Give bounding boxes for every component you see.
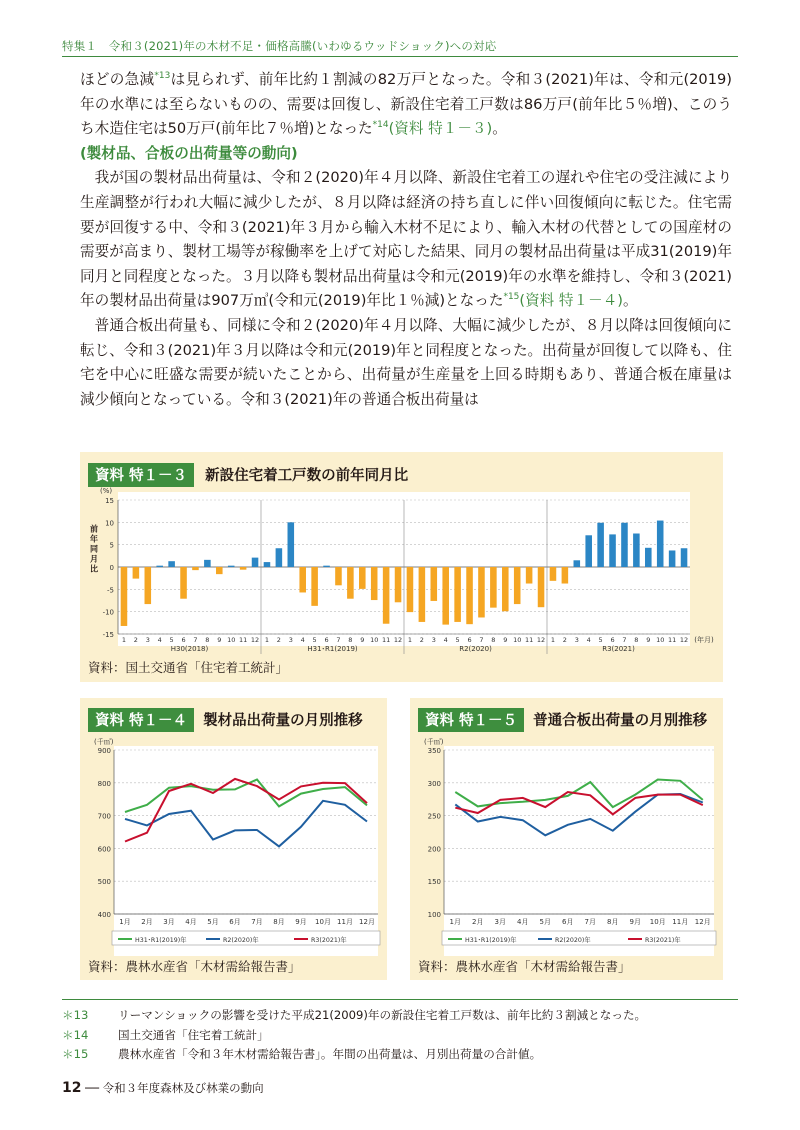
bar	[574, 560, 581, 567]
publication-title: 令和３年度森林及び林業の動向	[102, 1081, 264, 1095]
bar	[645, 548, 652, 567]
footnote-13	[62, 1006, 742, 1026]
x-tick-label: 10月	[315, 918, 331, 926]
legend-label: R2(2020)年	[223, 937, 259, 944]
running-header: 特集１ 令和３(2021)年の木材不足・価格高騰(いわゆるウッドショック)への対応	[62, 39, 497, 53]
p2-end: 。	[622, 292, 638, 310]
x-tick-label: 9	[646, 636, 651, 644]
x-tick-label: 12	[250, 636, 260, 644]
year-label: H31･R1(2019)	[307, 645, 358, 653]
x-tick-label: 5	[169, 636, 174, 644]
x-tick-label: 4	[300, 636, 305, 644]
y-tick-label: 10	[105, 519, 114, 528]
footnote-number: ＊13	[62, 1008, 89, 1022]
paragraph-1	[80, 68, 732, 142]
footnote-ref-14[interactable]: *14	[372, 120, 389, 131]
x-tick-label: 1月	[449, 918, 461, 926]
figure-panel-1-3	[80, 452, 723, 682]
x-tick-label: 2月	[472, 918, 484, 926]
body-text	[80, 68, 732, 412]
y-tick-label: 5	[109, 541, 114, 550]
footnote-rule	[62, 999, 738, 1000]
y-unit-label: (千㎥)	[424, 738, 444, 746]
x-tick-label: 9	[217, 636, 222, 644]
x-tick-label: 8月	[607, 918, 619, 926]
x-tick-label: 1	[407, 636, 413, 644]
y-tick-label: 400	[97, 911, 111, 919]
figure-title-text-1-3: 新設住宅着工戸数の前年同月比	[205, 468, 409, 484]
y-tick-label: 250	[427, 812, 441, 821]
figure-badge-1-3: 資料 特１－３	[88, 463, 194, 487]
x-tick-label: 2	[562, 636, 567, 644]
x-tick-label: 12月	[359, 918, 375, 926]
p1-end: 。	[492, 120, 507, 138]
figure-source-1-3: 資料：国土交通省「住宅着工統計」	[88, 660, 289, 675]
figure-source-1-4: 資料：農林水産省「木材需給報告書」	[88, 959, 301, 974]
series-line	[455, 794, 703, 835]
x-unit-label: (年月)	[694, 636, 714, 644]
bar	[657, 521, 664, 567]
x-tick-label: 6	[324, 636, 329, 644]
x-tick-label: 8月	[273, 918, 285, 926]
x-tick-label: 12月	[694, 918, 711, 926]
figure-badge-1-4: 資料 特１－４	[88, 708, 194, 732]
y-axis-label-char: 前	[90, 524, 98, 534]
bar	[407, 567, 414, 612]
bar	[264, 562, 271, 567]
y-tick-label: -5	[107, 586, 114, 595]
figure-badge-1-5: 資料 特１－５	[418, 708, 524, 732]
x-tick-label: 5月	[539, 918, 551, 926]
figure-ref-1-4[interactable]: (資料 特１－４)	[519, 292, 623, 310]
bar	[240, 567, 247, 570]
bar	[335, 567, 342, 585]
y-tick-label: -15	[102, 631, 114, 639]
bar	[228, 566, 235, 567]
bar	[585, 535, 592, 567]
figure-title-text-1-5: 普通合板出荷量の月別推移	[533, 713, 708, 729]
x-tick-label: 3	[288, 636, 293, 644]
x-tick-label: 6月	[562, 918, 574, 926]
bar	[383, 567, 390, 624]
bar	[502, 567, 509, 611]
footnote-text: リーマンショックの影響を受けた平成21(2009)年の新設住宅着工戸数は、前年比約３割減となった。	[118, 1008, 647, 1022]
bar	[192, 567, 199, 570]
bar	[478, 567, 485, 617]
x-tick-label: 7	[193, 636, 198, 644]
bar	[156, 566, 163, 567]
x-tick-label: 12	[536, 636, 546, 644]
paragraph-2	[80, 166, 732, 314]
bar	[252, 558, 259, 567]
legend-label: R3(2021)年	[645, 937, 681, 944]
y-tick-label: 0	[109, 564, 114, 572]
x-tick-label: 10月	[649, 918, 666, 926]
footnote-ref-13[interactable]: *13	[154, 71, 171, 82]
figure-ref-1-3[interactable]: (資料 特１－３)	[388, 120, 493, 138]
x-tick-label: 7月	[251, 918, 263, 926]
footnotes	[62, 1006, 742, 1065]
x-tick-label: 8	[205, 636, 210, 644]
y-axis-label-char: 同	[90, 544, 98, 554]
bar	[311, 567, 318, 606]
y-tick-label: 300	[427, 779, 441, 788]
page-footer: 12 ── 令和３年度森林及び林業の動向	[62, 1080, 264, 1096]
p1-text-a: ほどの急減	[80, 71, 155, 88]
legend-label: H31･R1(2019)年	[135, 937, 187, 944]
x-tick-label: 12	[679, 636, 689, 644]
y-axis-label-char: 比	[90, 564, 98, 574]
x-tick-label: 4月	[185, 918, 197, 926]
x-tick-label: 2	[419, 636, 424, 644]
footnote-text: 農林水産省「令和３年木材需給報告書」。年間の出荷量は、月別出荷量の合計値。	[118, 1047, 542, 1061]
y-tick-label: 15	[105, 497, 114, 505]
x-tick-label: 7月	[584, 918, 596, 926]
bar	[562, 567, 569, 584]
x-tick-label: 9	[503, 636, 508, 644]
x-tick-label: 1	[121, 636, 127, 644]
x-tick-label: 6	[181, 636, 186, 644]
x-tick-label: 5	[455, 636, 460, 644]
x-tick-label: 2	[276, 636, 281, 644]
x-tick-label: 2月	[141, 918, 153, 926]
legend-label: R2(2020)年	[555, 937, 591, 944]
page-number: 12	[62, 1080, 82, 1096]
bar	[145, 567, 152, 604]
y-tick-label: 150	[427, 878, 441, 887]
bar	[371, 567, 378, 600]
x-tick-label: 8	[491, 636, 496, 644]
bar	[180, 567, 187, 599]
bar	[419, 567, 426, 622]
x-tick-label: 12	[393, 636, 403, 644]
figure-panel-1-5	[410, 698, 723, 980]
bar	[299, 567, 306, 592]
x-tick-label: 8	[634, 636, 639, 644]
p1-text-b: は見られず、前年比約１割減の82万戸となった。令和３(2021)年は、令和元(2019)年の水準には至らないものの、需要は回復し、新設住宅着工戸数は86万戸(前年比５％増)、このうち木造住宅は50万戸(前年比７％増)となった	[80, 71, 732, 138]
x-tick-label: 3月	[163, 918, 175, 926]
bar	[347, 567, 354, 599]
bar	[395, 567, 402, 602]
x-tick-label: 8	[348, 636, 353, 644]
y-unit-label: (千㎥)	[94, 738, 114, 746]
y-axis-label-char: 年	[90, 534, 98, 544]
section-heading: (製材品、合板の出荷量等の動向)	[80, 144, 298, 162]
x-tick-label: 3	[145, 636, 150, 644]
y-tick-label: 500	[97, 878, 111, 887]
x-tick-label: 10	[227, 636, 236, 644]
year-label: R2(2020)	[459, 645, 492, 653]
bar	[276, 548, 283, 567]
footnote-14	[62, 1026, 742, 1046]
x-tick-label: 5	[598, 636, 603, 644]
legend-label: H31･R1(2019)年	[465, 937, 517, 944]
bar	[466, 567, 473, 624]
bar	[168, 561, 175, 567]
bar	[442, 567, 449, 625]
bar	[597, 523, 604, 567]
x-tick-label: 4	[157, 636, 162, 644]
x-tick-label: 10	[513, 636, 522, 644]
x-tick-label: 9月	[629, 918, 641, 926]
x-tick-label: 11月	[672, 918, 689, 926]
x-tick-label: 11月	[337, 918, 353, 926]
x-tick-label: 7	[479, 636, 484, 644]
x-tick-label: 10	[656, 636, 665, 644]
bar	[204, 560, 211, 567]
y-tick-label: 600	[97, 845, 111, 854]
x-tick-label: 9	[360, 636, 365, 644]
x-tick-label: 6	[467, 636, 472, 644]
x-tick-label: 11	[238, 636, 248, 644]
y-tick-label: 350	[427, 747, 441, 755]
bar	[681, 548, 688, 567]
x-tick-label: 7	[336, 636, 341, 644]
bar-chart-1-3	[80, 452, 723, 682]
x-tick-label: 4月	[517, 918, 529, 926]
bar	[121, 567, 128, 626]
footnote-number: ＊15	[62, 1047, 89, 1061]
y-tick-label: 200	[427, 845, 441, 854]
bar	[288, 522, 295, 567]
x-tick-label: 7	[622, 636, 627, 644]
bar	[216, 567, 223, 574]
x-tick-label: 10	[370, 636, 379, 644]
bar	[609, 534, 616, 567]
y-axis-label-char: 月	[90, 554, 98, 564]
y-unit-label: (%)	[100, 487, 113, 495]
header-rule	[62, 56, 738, 57]
x-tick-label: 9月	[295, 918, 307, 926]
paragraph-3: 普通合板出荷量も、同様に令和２(2020)年４月以降、大幅に減少したが、８月以降は回復傾向に転じ、令和３(2021)年３月以降は令和元(2019)年と同程度となった。出荷量が回復して以降も、住宅を中心に旺盛な需要が続いたことから、出荷量が生産量を上回る時期もあり、普通合板在庫量は減少傾向となっている。令和３(2021)年の普通合板出荷量は	[80, 316, 732, 408]
bar	[359, 567, 366, 589]
x-tick-label: 1	[550, 636, 556, 644]
year-label: H30(2018)	[170, 645, 209, 653]
figure-panel-1-4	[80, 698, 387, 980]
x-tick-label: 6	[610, 636, 615, 644]
figure-source-1-5: 資料：農林水産省「木材需給報告書」	[418, 959, 631, 974]
bar	[538, 567, 545, 607]
y-tick-label: 700	[97, 812, 111, 821]
x-tick-label: 4	[443, 636, 448, 644]
line-chart-1-5	[410, 698, 723, 980]
x-tick-label: 1	[264, 636, 270, 644]
bar	[669, 550, 676, 567]
x-tick-label: 3月	[494, 918, 506, 926]
y-tick-label: 800	[97, 779, 111, 788]
x-tick-label: 6月	[229, 918, 241, 926]
footnote-15	[62, 1045, 742, 1065]
y-tick-label: -10	[102, 608, 114, 617]
x-tick-label: 5	[312, 636, 317, 644]
p2-text: 我が国の製材品出荷量は、令和２(2020)年４月以降、新設住宅着工の遅れや住宅の受注減により生産調整が行われ大幅に減少したが、８月以降は経済の持ち直しに伴い回復傾向に転じた。住宅需要が回復する中、令和３(2021)年３月から輸入木材不足により、輸入木材の代替としての国産材の需要が高まり、製材工場等が稼働率を上げて対応した結果、同月の製材品出荷量は平成31(2019)年同月と同程度となった。３月以降も製材品出荷量は令和元(2019)年の水準を維持し、令和３(2021)年の製材品出荷量は907万㎥(令和元(2019)年比１％減)となった	[80, 169, 732, 310]
footnote-ref-15[interactable]: *15	[503, 292, 520, 303]
y-tick-label: 100	[427, 911, 441, 919]
bar	[514, 567, 521, 604]
x-tick-label: 11	[667, 636, 677, 644]
x-tick-label: 11	[381, 636, 391, 644]
bar	[323, 566, 330, 567]
x-tick-label: 11	[524, 636, 534, 644]
figure-title-text-1-4: 製材品出荷量の月別推移	[203, 713, 363, 729]
bar	[633, 534, 640, 568]
footnote-text: 国土交通省「住宅着工統計」	[118, 1027, 269, 1042]
x-tick-label: 1月	[119, 918, 131, 926]
x-tick-label: 5月	[207, 918, 219, 926]
bar	[431, 567, 438, 601]
year-label: R3(2021)	[602, 645, 635, 653]
legend-label: R3(2021)年	[311, 937, 347, 944]
x-tick-label: 3	[574, 636, 579, 644]
bar	[454, 567, 461, 622]
y-tick-label: 900	[97, 747, 111, 755]
footnote-number: ＊14	[62, 1027, 89, 1042]
x-tick-label: 3	[431, 636, 436, 644]
x-tick-label: 2	[133, 636, 138, 644]
bar	[526, 567, 533, 584]
bar	[490, 567, 497, 608]
x-tick-label: 4	[586, 636, 591, 644]
bar	[133, 567, 140, 579]
series-line	[455, 792, 703, 814]
bar	[550, 567, 557, 581]
bar	[621, 523, 628, 567]
line-chart-1-4	[80, 698, 387, 980]
